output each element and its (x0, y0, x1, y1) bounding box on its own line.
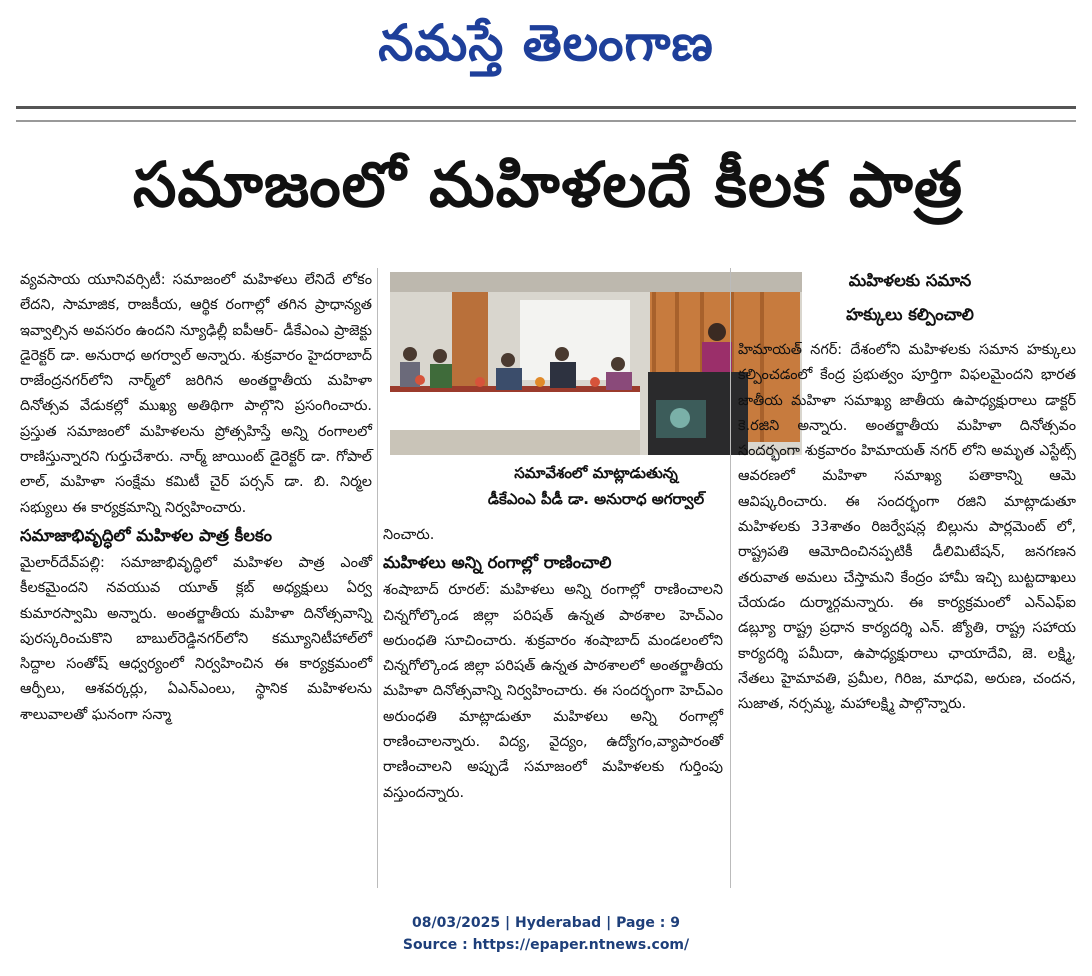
article-continuation: నించారు. (383, 527, 435, 543)
article-paragraph: శంషాబాద్ రూరల్: మహిళలు అన్ని రంగాల్లో రాణించాలని చిన్నగోల్కొండ జిల్లా పరిషత్ ఉన్నత పాఠశాల హెచ్‌ఎం అరుంధతి సూచించారు. శుక్రవారం శంషాబాద్ మండలంలోని చిన్నగోల్కొండ జిల్లా పరిషత్ ఉన్నత పాఠశాలలో అంతర్జాతీయ మహిళా దినోత్సవాన్ని నిర్వహించారు. ఈ సందర్భంగా హెచ్‌ఎం అరుంధతి మాట్లాడుతూ మహిళలు అన్ని రంగాల్లో రాణించాలన్నారు. విద్య, వైద్యం, ఉద్యోగం,వ్యాపారంతో రాణించాలని అప్పుడే సమాజంలో మహిళలకు గుర్తింపు వస్తుందన్నారు. (383, 582, 723, 801)
masthead-rule (16, 106, 1076, 109)
subheading-line: మహిళలకు సమాన (848, 271, 972, 290)
column-divider (730, 268, 731, 888)
footer-source-line[interactable]: Source : https://epaper.ntnews.com/ (402, 937, 690, 953)
column3-subheading (740, 264, 1080, 332)
article-paragraph: హిమాయత్ నగర్: దేశంలోని మహిళలకు సమాన హక్కులు కల్పించడంలో కేంద్ర ప్రభుత్వం పూర్తిగా విఫలమైందని భారత జాతీయ మహిళా సమాఖ్య జాతీయ ఉపాధ్యక్షురాలు డాక్టర్ కె.రజిని అన్నారు. అంతర్జాతీయ మహిళా దినోత్సవం సందర్భంగా శుక్రవారం హిమాయత్ నగర్ లోని అమృత ఎస్టేట్స్ ఆవరణలో మహిళా సమాఖ్య పతాకాన్ని ఆమె ఆవిష్కరించారు. ఈ సందర్భంగా రజిని మాట్లాడుతూ మహిళలకు 33శాతం రిజర్వేషన్ల బిల్లును పార్లమెంట్ లో, రాష్ట్రపతి ఆమోదించినప్పటికీ డీలిమిటేషన్, జనగణన తరువాత అమలు చేస్తామని కేంద్రం హామీ ఇచ్చి బుట్టదాఖలు చేయడం దుర్మార్గమన్నారు. ఈ కార్యక్రమంలో ఎన్‌ఎఫ్‌ఐ డబ్ల్యూ రాష్ట్ర ప్రధాన కార్యదర్శి ఎన్. జ్యోతి, రాష్ట్ర సహాయ కార్యదర్శి పమీదా, ఉపాధ్యక్షురాలు ఛాయాదేవి, జె. లక్ష్మి, నేతలు హైమావతి, ప్రమీల, గిరిజ, మాధవి, అరుణ, చందన, సుజాత, నర్సమ్మ, మహాలక్ష్మి పాల్గొన్నారు. (738, 342, 1076, 713)
page-footer (0, 912, 1092, 956)
masthead-rule-thin (16, 120, 1076, 122)
article-column-1 (20, 268, 372, 728)
masthead-title: నమస్తే తెలంగాణ (378, 14, 714, 72)
headline-text: సమాజంలో మహిళలదే కీలక పాత్ర (132, 148, 964, 221)
article-column-3 (738, 338, 1076, 717)
article-paragraph: వ్యవసాయ యూనివర్సిటీ: సమాజంలో మహిళలు లేనిదే లోకం లేదని, సామాజిక, రాజకీయ, ఆర్థిక రంగాల్లో తగిన ప్రాధాన్యత ఇవ్వాల్సిన అవసరం ఉందని న్యూఢిల్లీ ఐపీఆర్- డీకేఎంఎ ప్రాజెక్టు డైరెక్టర్ డా. అనురాధ అగర్వాల్ అన్నారు. శుక్రవారం హైదరాబాద్ రాజేంద్రనగర్‌లోని నార్మ్‌లో జరిగిన అంతర్జాతీయ మహిళా దినోత్సవ వేడుకల్లో ముఖ్య అతిథిగా పాల్గొని ప్రసంగించారు. ప్రస్తుత సమాజంలో మహిళలను ప్రోత్సహిస్తే అన్ని రంగాలలో రాణిస్తున్నారని గుర్తుచేశారు. నార్మ్ జాయింట్ డైరెక్టర్ డా. గోపాల్ లాల్, మహిళా సంక్షేమ కమిటీ చైర్ పర్సన్ డా. బి. నిర్మల సభ్యులు ఈ కార్యక్రమాన్ని నిర్వహించారు. (20, 272, 372, 516)
article-paragraph: మైలార్‌దేవ్‌పల్లి: సమాజాభివృద్ధిలో మహిళల పాత్ర ఎంతో కీలకమైందని నవయువ యూత్ క్లబ్ అధ్యక్షులు ఏర్వ కుమారస్వామి అన్నారు. అంతర్జాతీయ మహిళా దినోత్సవాన్ని పురస్కరించుకొని బాబుల్‌రెడ్డినగర్‌లోని కమ్యూనిటీహాల్‌లో సిద్దాల సంతోష్ ఆధ్వర్యంలో నిర్వహించిన ఈ కార్యక్రమంలో ఆర్పీలు, ఆశవర్కర్లు, ఏఎన్‌ఎంలు, స్థానిక మహిళలను శాలువాలతో ఘనంగా సన్మా (20, 554, 372, 723)
caption-line: డీకేఎంఎ పీడీ డా. అనురాధ అగర్వాల్ (487, 490, 705, 508)
article-subheading: సమాజాభివృద్ధిలో మహిళల పాత్ర కీలకం (20, 525, 272, 545)
headline (20, 130, 1076, 240)
subheading-line: హక్కులు కల్పించాలి (846, 305, 974, 324)
footer-date-line: 08/03/2025 | Hyderabad | Page : 9 (411, 915, 681, 931)
caption-line: సమావేశంలో మాట్లాడుతున్న (514, 464, 678, 482)
article-column-2 (383, 523, 723, 806)
column-divider (377, 268, 378, 888)
article-subheading: మహిళలు అన్ని రంగాల్లో రాణించాలి (383, 553, 612, 573)
masthead (0, 4, 1092, 84)
